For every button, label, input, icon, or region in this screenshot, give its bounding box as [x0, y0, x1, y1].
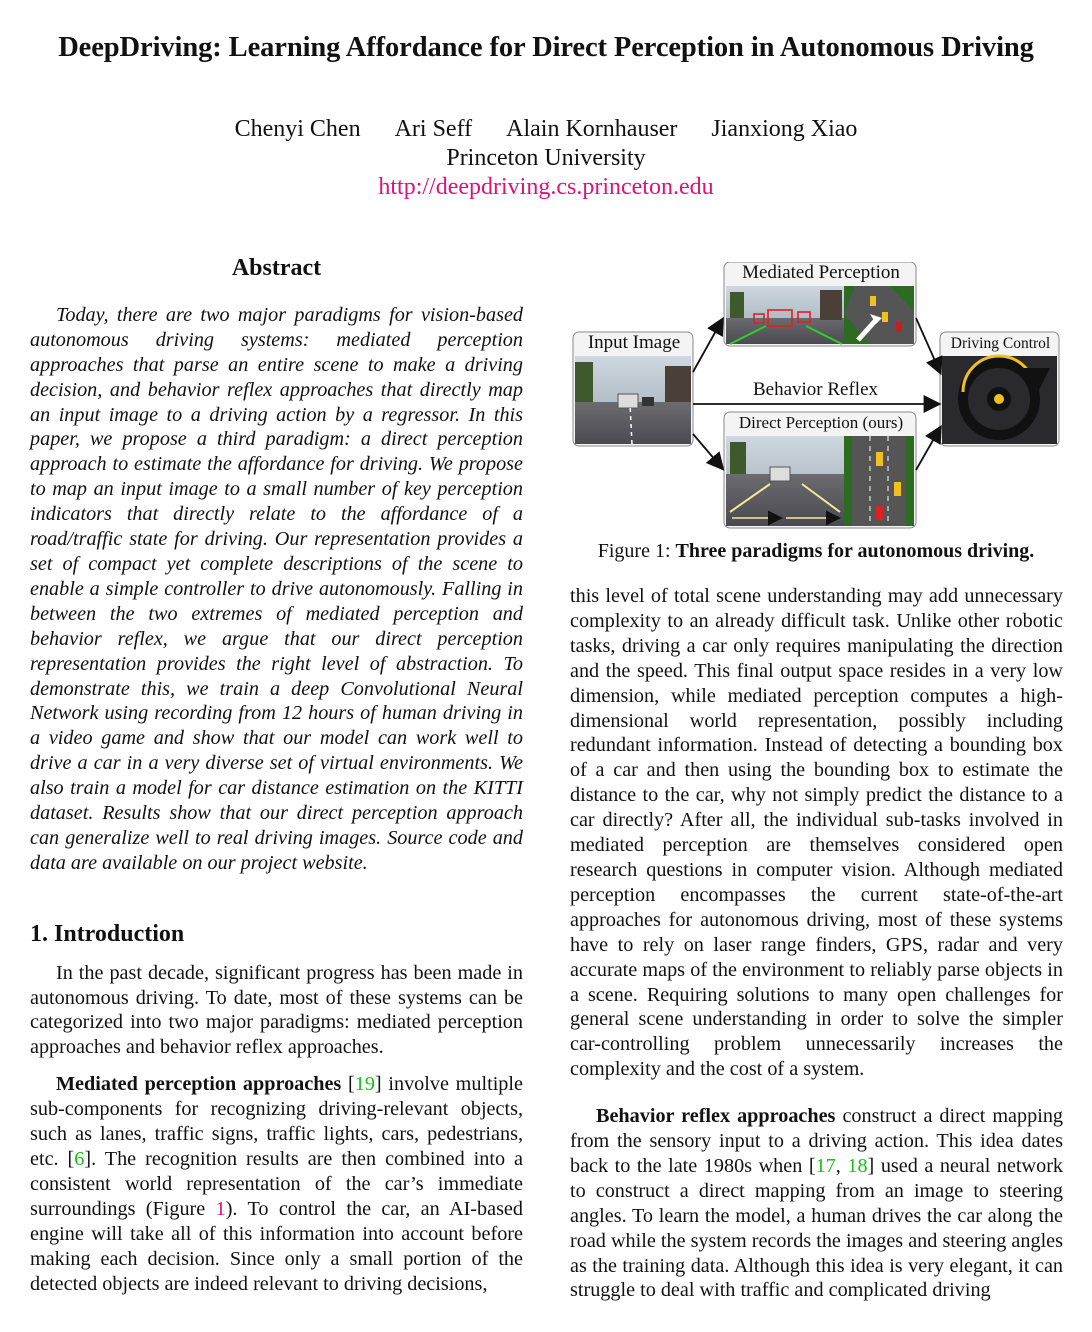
paper-title: DeepDriving: Learning Affordance for Direct Perception in Autonomous Driving [58, 32, 1034, 63]
figure-caption [570, 540, 1062, 563]
paragraph-text: construct a direct mapping from the sensory input to a driving action. This idea dates back to the late 1980s when [ [570, 1105, 1064, 1177]
author-name: Jianxiong Xiao [711, 116, 858, 142]
behavior-reflex-label: Behavior Reflex [752, 379, 879, 400]
direct-perception-label: Direct Perception (ours) [738, 413, 904, 432]
intro-paragraph-1: In the past decade, significant progress has been made in autonomous driving. To date, most of these systems can be categorized into two major paradigms: mediated perception approaches and behavior reflex approaches. [30, 961, 523, 1059]
citation-link[interactable]: 6 [74, 1148, 85, 1170]
affiliation: Princeton University [446, 145, 646, 171]
paragraph-text: ]. The recognition results are then combined into a consistent world representation of the car’s immediate surroundings (Figure [30, 1148, 523, 1220]
right-paragraph-2: Behavior reflex approaches construct a direct mapping from the sensory input to a driving action. This idea dates back to the late 1980s when [17, 18] used a neural network to construct a direct mapping from an image to steering angles. To learn the model, a human drives the car along the road while the system records the images and steering angles as the training data. Although this idea is very elegant, it can struggle to deal with traffic and complicated driving [570, 1105, 1064, 1302]
citation-link[interactable]: 19 [354, 1073, 375, 1096]
right-paragraph-1: this level of total scene understanding may add unnecessary complexity to an already difficult task. Unlike other robotic tasks, driving a car only requires manipulating the direction and the speed. This final output space resides in a very low dimension, while mediated perception computes a high-dimensional world representation, possibly including redundant information. Instead of detecting a bounding box of a car and then using the bounding box to estimate the distance to the car, why not simply predict the distance to a car directly? After all, the individual sub-tasks involved in mediated perception are themselves considered open research questions in computer vision. Although mediated perception encompasses the current state-of-the-art approaches for autonomous driving, most of these systems have to rely on laser range finders, GPS, radar and very accurate maps of the environment to reliably parse objects in a scene. Requiring solutions to many open challenges for general scene understanding in order to solve the simpler car-controlling problem unnecessarily increases the complexity and the cost of a system. [570, 585, 1063, 1081]
section-heading-introduction: 1. Introduction [30, 920, 185, 947]
right-column [570, 584, 1063, 1303]
driving-control-label: Driving Control [950, 335, 1051, 352]
figure-1 [570, 262, 1062, 552]
caption-prefix: Figure 1: [597, 540, 671, 562]
paragraph-text: involve multiple sub-components for recognizing driving-relevant objects, such as lanes, traffic signs, traffic lights, cars, pedestrians, etc. [ [30, 1073, 523, 1170]
author-name: Ari Seff [394, 116, 473, 142]
paragraph-text: ). To control the car, an AI-based engine will take all of this information into account before making each decision. Since only a small portion of the detected objects are indeed relevant to driving decisions, [30, 1197, 523, 1295]
bold-term: Mediated perception approaches [56, 1073, 342, 1096]
abstract-text: Today, there are two major paradigms for vision-based autonomous driving systems: mediated perception approaches that parse an entire scene to make a driving decision, and behavior reflex approaches that directly map an input image to a driving action by a regressor. In this paper, we propose a third paradigm: a direct perception approach to estimate the affordance for driving. We propose to map an input image to a small number of key perception indicators that directly relate to the affordance of a road/traffic state for driving. Our representation provides a set of compact yet complete descriptions of the scene to enable a simple controller to drive autonomously. Falling in between the two extremes of mediated perception and behavior reflex, we argue that our direct perception representation provides the right level of abstraction. To demonstrate this, we train a deep Convolutional Neural Network using recording from 12 hours of human driving in a video game and show that our model can work well to drive a car in a very diverse set of virtual environments. We also train a model for car distance estimation on the KITTI dataset. Results show that our direct perception approach can generalize well to real driving images. Source code and data are available on our project website. [30, 303, 523, 874]
author-block [0, 115, 1092, 202]
abstract-heading: Abstract [231, 255, 322, 281]
caption-title: Three paradigms for autonomous driving. [675, 540, 1035, 562]
citation-link[interactable]: 18 [847, 1154, 868, 1177]
project-url-link[interactable]: http://deepdriving.cs.princeton.edu [378, 174, 714, 200]
citation-link[interactable]: 17 [815, 1154, 836, 1177]
paragraph-text: ] used a neural network to construct a direct mapping from an image to steering angles. To learn the model, a human drives the car along the road while the system records the images and steering angles as the training data. Although this idea is very elegant, it can struggle to deal with traffic and complicated driving [570, 1154, 1064, 1302]
author-name: Alain Kornhauser [506, 116, 678, 142]
left-column [30, 256, 523, 1296]
figure-ref-link[interactable]: 1 [215, 1197, 226, 1220]
author-name: Chenyi Chen [234, 116, 361, 142]
intro-paragraph-2: Mediated perception approaches [19] involve multiple sub-components for recognizing driving-relevant objects, such as lanes, traffic signs, traffic lights, cars, pedestrians, etc. [6]. The recognition results are then combined into a consistent world representation of the car’s immediate surroundings (Figure 1). To control the car, an AI-based engine will take all of this information into account before making each decision. Since only a small portion of the detected objects are indeed relevant to driving decisions, [30, 1073, 523, 1295]
input-image-label: Input Image [587, 332, 681, 353]
bold-term: Behavior reflex approaches [596, 1105, 836, 1128]
mediated-perception-label: Mediated Perception [742, 262, 900, 283]
author-names [0, 115, 1092, 144]
